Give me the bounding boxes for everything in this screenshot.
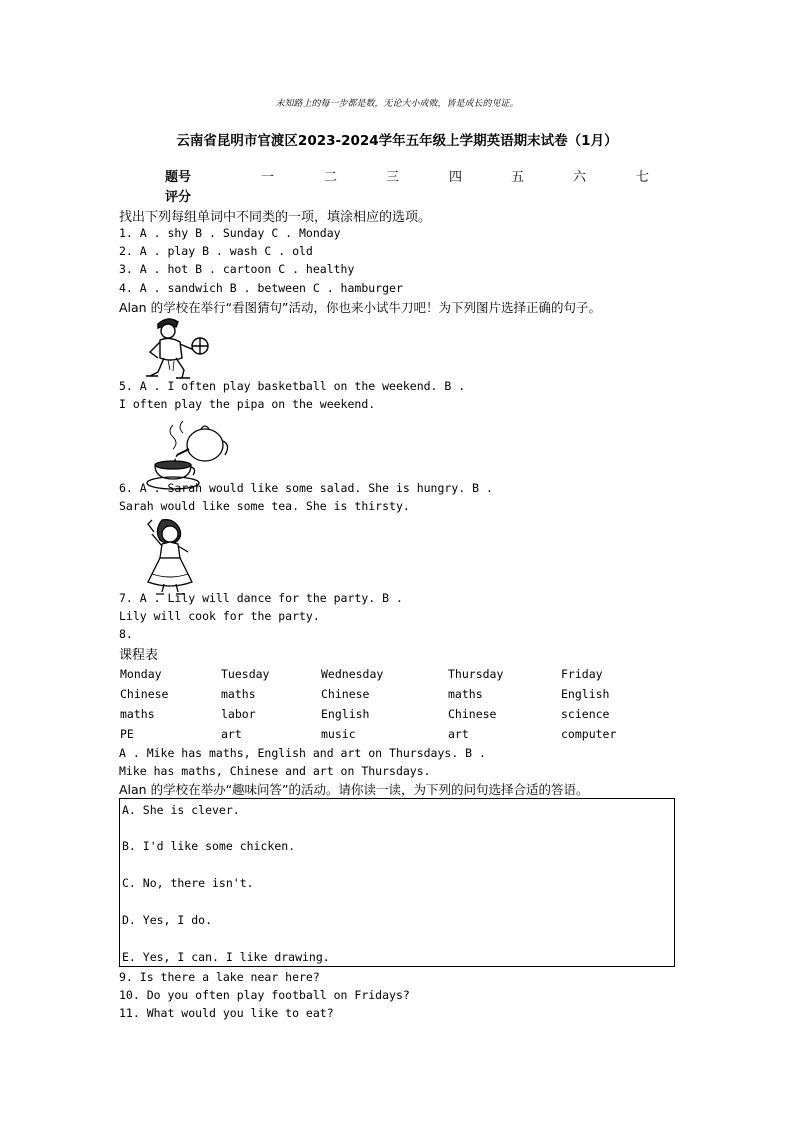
score-col-5: 五 bbox=[511, 170, 525, 185]
q1: 1. A . shy B . Sunday C . Monday bbox=[119, 226, 341, 240]
option-d: D. Yes, I do. bbox=[122, 913, 213, 927]
timetable-cell: Chinese bbox=[120, 687, 169, 701]
timetable-cell: PE bbox=[120, 727, 134, 741]
q4: 4. A . sandwich B . between C . hamburger bbox=[119, 281, 403, 295]
q7-line2: Lily will cook for the party. bbox=[119, 609, 320, 623]
timetable-header: Monday bbox=[120, 667, 162, 681]
q7-line1: 7. A . Lily will dance for the party. B . bbox=[119, 591, 403, 605]
q6-line2: Sarah would like some tea. She is thirsty. bbox=[119, 499, 410, 513]
dancing-girl-icon bbox=[140, 518, 202, 596]
score-col-2: 二 bbox=[324, 170, 338, 185]
q8-line1: A . Mike has maths, English and art on Thursdays. B . bbox=[119, 746, 486, 760]
q2: 2. A . play B . wash C . old bbox=[119, 244, 313, 258]
timetable-cell: labor bbox=[221, 707, 256, 721]
timetable-cell: art bbox=[221, 727, 242, 741]
motto: 未知路上的每一步都是数，无论大小成败，皆是成长的见证。 bbox=[275, 99, 519, 109]
page-title: 云南省昆明市官渡区2023-2024学年五年级上学期英语期末试卷（1月） bbox=[176, 133, 618, 149]
timetable-cell: maths bbox=[448, 687, 483, 701]
q10: 10. Do you often play football on Fridays? bbox=[119, 988, 410, 1002]
timetable-cell: computer bbox=[561, 727, 617, 741]
option-c: C. No, there isn't. bbox=[122, 876, 254, 890]
q8-number: 8. bbox=[119, 627, 133, 641]
score-col-3: 三 bbox=[386, 170, 400, 185]
timetable-cell: English bbox=[561, 687, 610, 701]
score-col-7: 七 bbox=[636, 170, 650, 185]
q5-line1: 5. A . I often play basketball on the weekend. B . bbox=[119, 379, 466, 393]
timetable-cell: Chinese bbox=[321, 687, 370, 701]
timetable-cell: Chinese bbox=[448, 707, 497, 721]
q3: 3. A . hot B . cartoon C . healthy bbox=[119, 262, 355, 276]
q5-line2: I often play the pipa on the weekend. bbox=[119, 397, 376, 411]
q6-line1: 6. A . Sarah would like some salad. She is hungry. B . bbox=[119, 481, 493, 495]
timetable-title: 课程表 bbox=[119, 648, 159, 663]
score-row-label: 题号 bbox=[165, 170, 192, 185]
option-a: A. She is clever. bbox=[122, 803, 240, 817]
timetable-header: Wednesday bbox=[321, 667, 384, 681]
timetable-cell: maths bbox=[120, 707, 155, 721]
section3-instruction: Alan 的学校在举办“趣味问答”的活动。请你读一读，为下列的问句选择合适的答语。 bbox=[119, 782, 589, 797]
timetable-cell: music bbox=[321, 727, 356, 741]
basketball-player-icon bbox=[140, 314, 212, 384]
score-rating-label: 评分 bbox=[165, 190, 192, 205]
section2-instruction: Alan 的学校在举行“看图猜句”活动，你也来小试牛刀吧！为下列图片选择正确的句子。 bbox=[119, 300, 602, 315]
score-col-4: 四 bbox=[449, 170, 463, 185]
section1-instruction: 找出下列每组单词中不同类的一项，填涂相应的选项。 bbox=[119, 210, 432, 225]
timetable-header: Thursday bbox=[448, 667, 504, 681]
option-e: E. Yes, I can. I like drawing. bbox=[122, 950, 330, 964]
timetable-cell: science bbox=[561, 707, 610, 721]
timetable-header: Friday bbox=[561, 667, 603, 681]
option-b: B. I'd like some chicken. bbox=[122, 839, 296, 853]
q9: 9. Is there a lake near here? bbox=[119, 970, 320, 984]
score-col-6: 六 bbox=[573, 170, 587, 185]
q11: 11. What would you like to eat? bbox=[119, 1006, 334, 1020]
score-col-1: 一 bbox=[261, 170, 275, 185]
timetable-header: Tuesday bbox=[221, 667, 270, 681]
timetable-cell: maths bbox=[221, 687, 256, 701]
q8-line2: Mike has maths, Chinese and art on Thursdays. bbox=[119, 764, 431, 778]
timetable-cell: art bbox=[448, 727, 469, 741]
timetable-cell: English bbox=[321, 707, 370, 721]
